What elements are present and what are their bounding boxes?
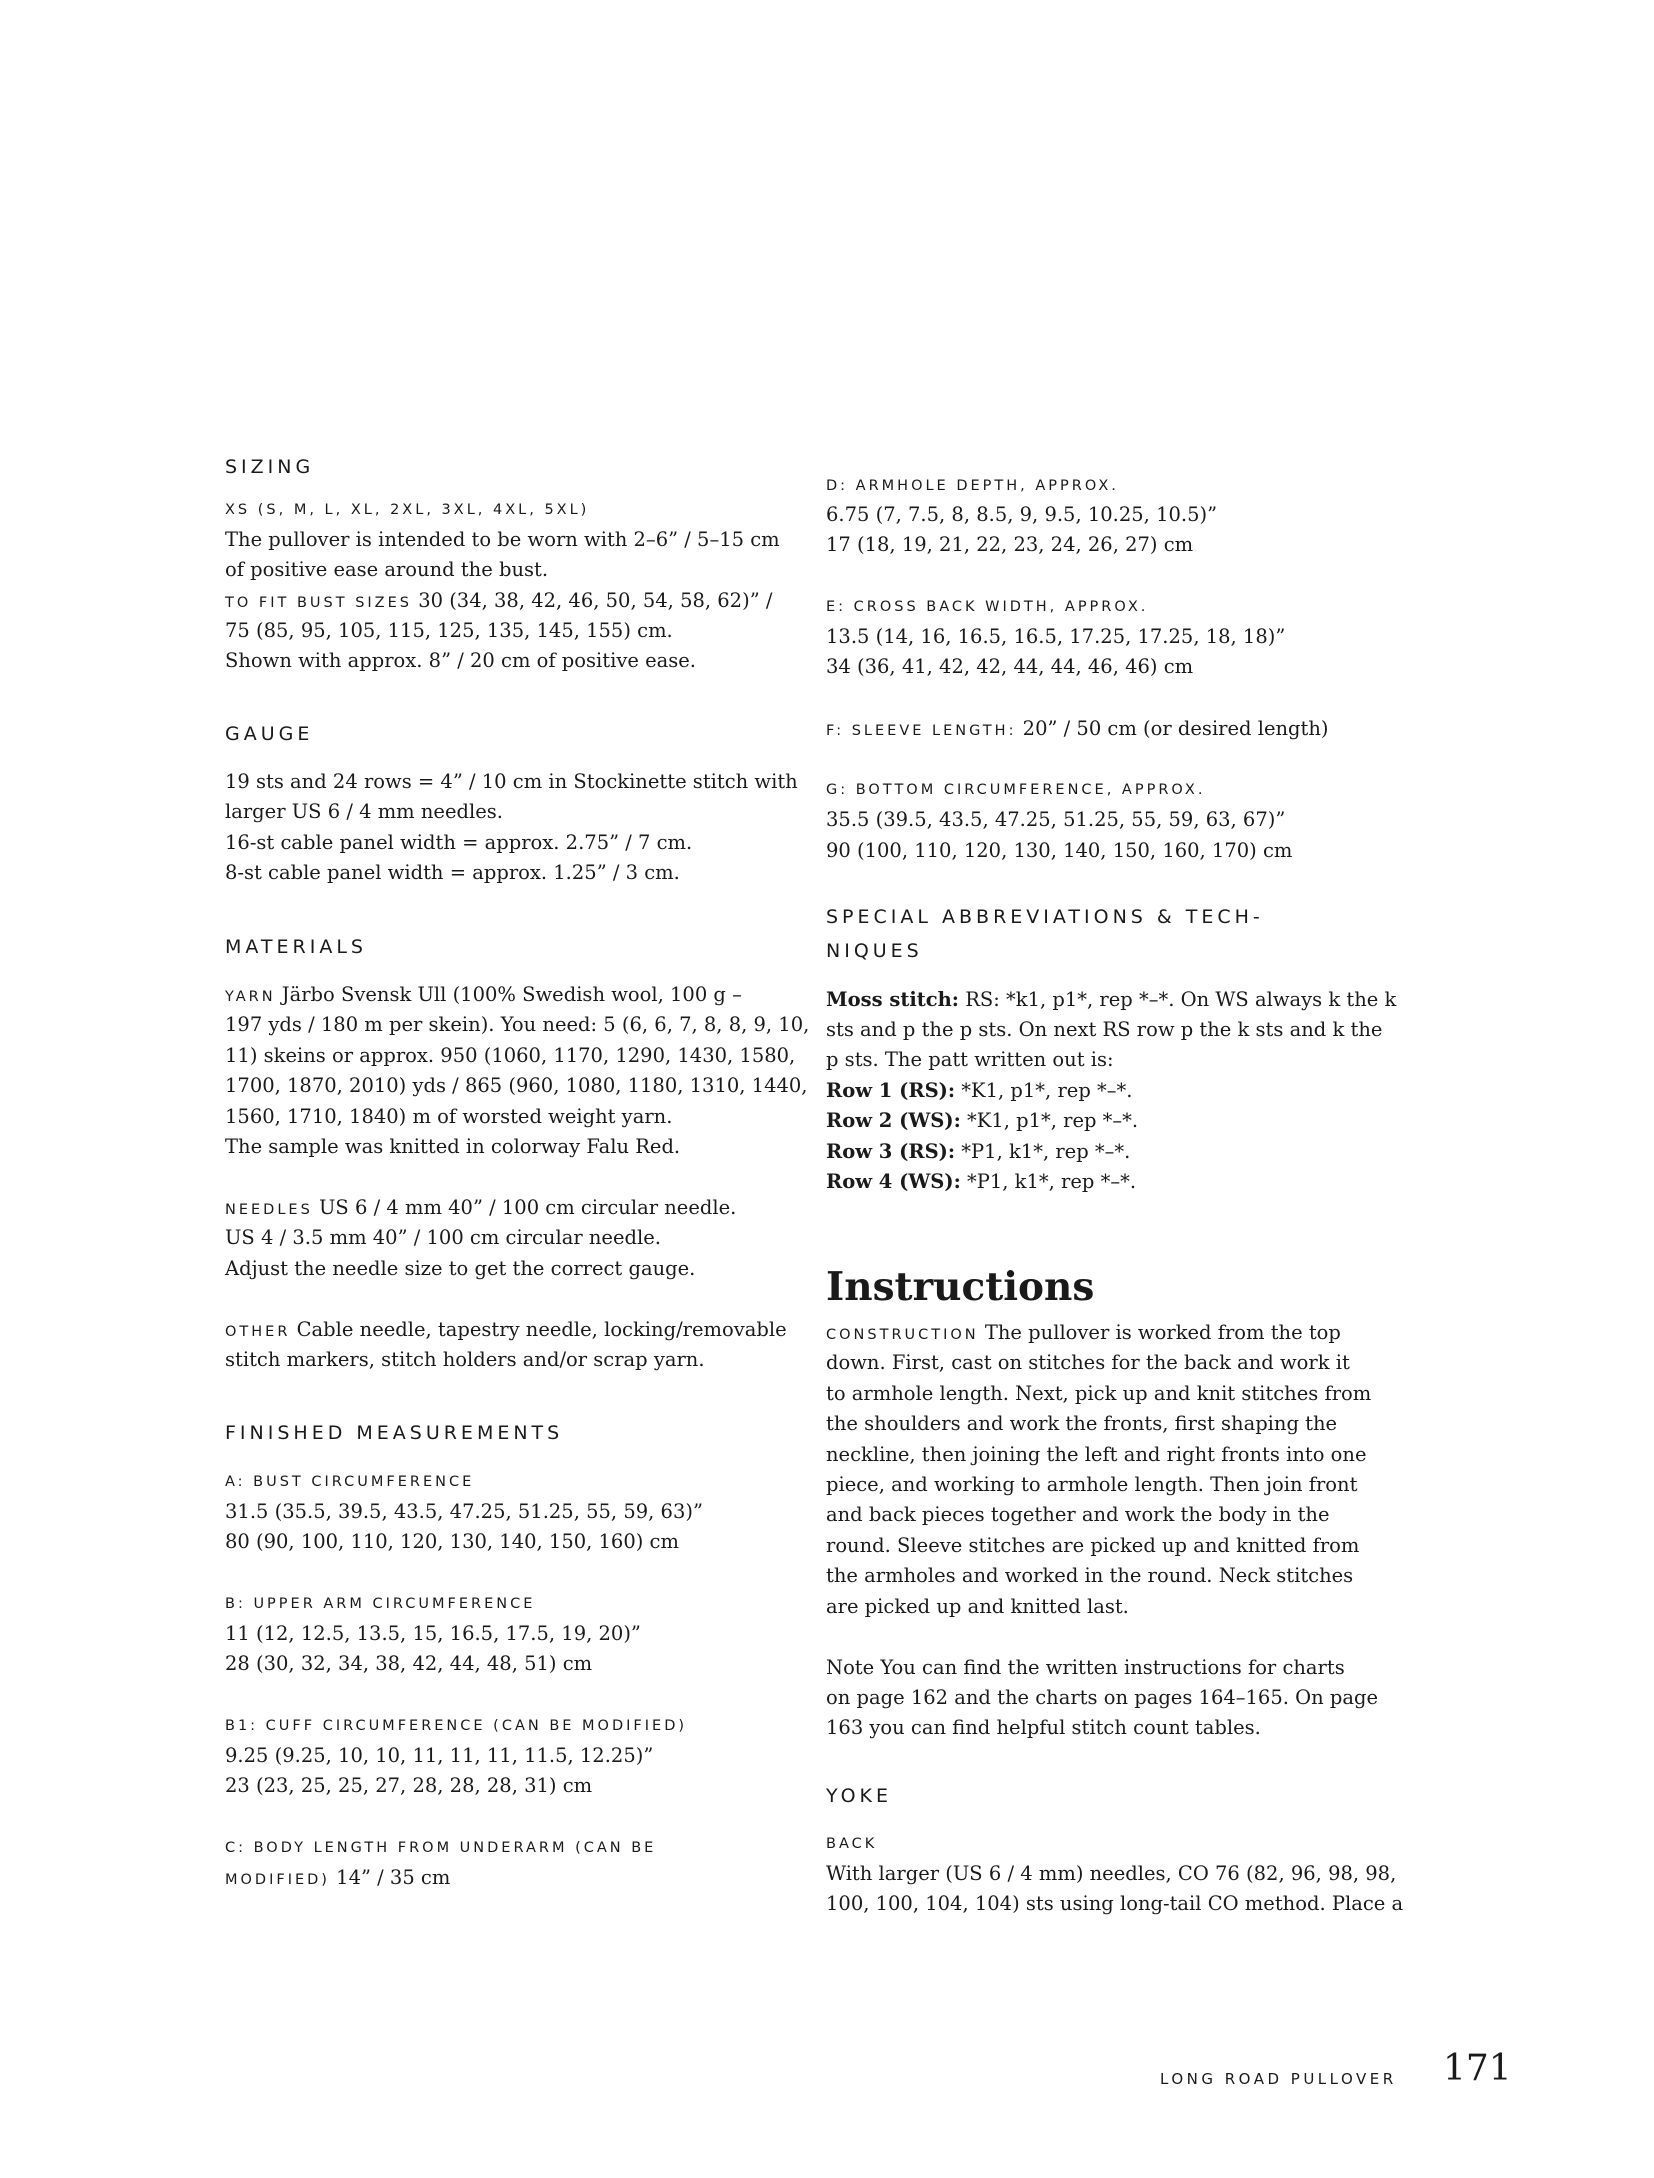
gauge-line: larger US 6 / 4 mm needles. bbox=[225, 800, 503, 823]
page-number: 171 bbox=[1443, 2048, 1512, 2089]
yarn-line: 197 yds / 180 m per skein). You need: 5 (6, 6, 7, 8, 8, 9, 10, bbox=[225, 1013, 810, 1036]
measurement-b1-value: 9.25 (9.25, 10, 10, 11, 11, 11, 11.5, 12.25)” bbox=[225, 1744, 654, 1767]
other-line: stitch markers, stitch holders and/or scrap yarn. bbox=[225, 1348, 705, 1371]
construction-line: the shoulders and work the fronts, first shaping the bbox=[826, 1412, 1338, 1435]
measurement-d-value: 6.75 (7, 7.5, 8, 8.5, 9, 9.5, 10.25, 10.5)” bbox=[826, 503, 1218, 526]
measurement-b-label: B: UPPER ARM CIRCUMFERENCE bbox=[225, 1596, 536, 1612]
construction-line: are picked up and knitted last. bbox=[826, 1595, 1129, 1618]
row-instruction bbox=[826, 1106, 1138, 1136]
sizing-line: of positive ease around the bust. bbox=[225, 558, 549, 581]
yarn-line: 1560, 1710, 1840) m of worsted weight yarn. bbox=[225, 1105, 673, 1128]
row-instruction bbox=[826, 1167, 1136, 1197]
moss-stitch-text: RS: *k1, p1*, rep *–*. On WS always k the k bbox=[965, 988, 1397, 1011]
instructions-title: Instructions bbox=[826, 1264, 1095, 1310]
row-label: Row 2 (WS): bbox=[826, 1109, 961, 1132]
measurement-f-line bbox=[826, 714, 1329, 746]
measurement-b1-label: B1: CUFF CIRCUMFERENCE (CAN BE MODIFIED) bbox=[225, 1718, 688, 1734]
measurement-d-value: 17 (18, 19, 21, 22, 23, 24, 26, 27) cm bbox=[826, 533, 1194, 556]
yarn-line: 1700, 1870, 2010) yds / 865 (960, 1080, 1180, 1310, 1440, bbox=[225, 1074, 808, 1097]
gauge-heading: GAUGE bbox=[225, 723, 314, 745]
back-line: 100, 100, 104, 104) sts using long-tail CO method. Place a bbox=[826, 1892, 1404, 1915]
construction-line bbox=[826, 1318, 1341, 1350]
needles-text: US 6 / 4 mm 40” / 100 cm circular needle. bbox=[318, 1196, 737, 1219]
special-abbreviations-heading: SPECIAL ABBREVIATIONS & TECH- bbox=[826, 906, 1264, 928]
needles-label: NEEDLES bbox=[225, 1202, 313, 1218]
measurement-e-label: E: CROSS BACK WIDTH, APPROX. bbox=[826, 599, 1149, 615]
measurement-b-value: 11 (12, 12.5, 13.5, 15, 16.5, 17.5, 19, 20)” bbox=[225, 1622, 641, 1645]
construction-line: and back pieces together and work the body in the bbox=[826, 1503, 1330, 1526]
moss-stitch-label: Moss stitch: bbox=[826, 988, 959, 1011]
moss-stitch-line: sts and p the p sts. On next RS row p the k sts and k the bbox=[826, 1018, 1383, 1041]
construction-line: the armholes and worked in the round. Neck stitches bbox=[826, 1564, 1354, 1587]
moss-stitch-line: p sts. The patt written out is: bbox=[826, 1048, 1114, 1071]
moss-stitch-line bbox=[826, 985, 1396, 1015]
gauge-line: 16-st cable panel width = approx. 2.75” / 7 cm. bbox=[225, 831, 693, 854]
construction-line: round. Sleeve stitches are picked up and knitted from bbox=[826, 1534, 1360, 1557]
construction-text: The pullover is worked from the top bbox=[984, 1321, 1341, 1344]
measurement-f-label: F: SLEEVE LENGTH: bbox=[826, 723, 1017, 739]
measurement-f-value: 20” / 50 cm (or desired length) bbox=[1022, 717, 1329, 740]
needles-line: US 4 / 3.5 mm 40” / 100 cm circular needle. bbox=[225, 1226, 661, 1249]
shown-with-line: Shown with approx. 8” / 20 cm of positive ease. bbox=[225, 649, 696, 672]
back-label: BACK bbox=[826, 1836, 878, 1852]
sizing-heading: SIZING bbox=[225, 456, 315, 478]
measurement-g-value: 35.5 (39.5, 43.5, 47.25, 51.25, 55, 59, 63, 67)” bbox=[826, 808, 1286, 831]
construction-line: down. First, cast on stitches for the back and work it bbox=[826, 1351, 1350, 1374]
construction-line: neckline, then joining the left and right fronts into one bbox=[826, 1443, 1367, 1466]
row-text: *K1, p1*, rep *–*. bbox=[961, 1079, 1133, 1102]
measurement-e-value: 34 (36, 41, 42, 42, 44, 44, 46, 46) cm bbox=[826, 655, 1194, 678]
row-label: Row 4 (WS): bbox=[826, 1170, 961, 1193]
yarn-text: Järbo Svensk Ull (100% Swedish wool, 100 g – bbox=[281, 983, 742, 1006]
needles-line: Adjust the needle size to get the correct gauge. bbox=[225, 1257, 696, 1280]
bust-sizes-line bbox=[225, 586, 772, 618]
measurement-g-value: 90 (100, 110, 120, 130, 140, 150, 160, 170) cm bbox=[826, 839, 1293, 862]
yarn-line: 11) skeins or approx. 950 (1060, 1170, 1290, 1430, 1580, bbox=[225, 1044, 796, 1067]
measurement-a-value: 80 (90, 100, 110, 120, 130, 140, 150, 160) cm bbox=[225, 1530, 679, 1553]
construction-line: to armhole length. Next, pick up and knit stitches from bbox=[826, 1382, 1372, 1405]
row-text: *P1, k1*, rep *–*. bbox=[966, 1170, 1137, 1193]
measurement-c-line bbox=[225, 1863, 450, 1895]
yoke-heading: YOKE bbox=[826, 1785, 892, 1807]
note-line: Note You can find the written instructions for charts bbox=[826, 1656, 1345, 1679]
bust-sizes-value: 30 (34, 38, 42, 46, 50, 54, 58, 62)” / bbox=[418, 589, 773, 612]
measurement-b1-value: 23 (23, 25, 25, 27, 28, 28, 28, 31) cm bbox=[225, 1774, 593, 1797]
gauge-line: 8-st cable panel width = approx. 1.25” / 3 cm. bbox=[225, 861, 680, 884]
yarn-line: The sample was knitted in colorway Falu Red. bbox=[225, 1135, 681, 1158]
materials-heading: MATERIALS bbox=[225, 936, 367, 958]
row-label: Row 3 (RS): bbox=[826, 1140, 956, 1163]
special-abbreviations-heading-cont: NIQUES bbox=[826, 940, 923, 962]
sizing-line: The pullover is intended to be worn with 2–6” / 5–15 cm bbox=[225, 528, 780, 551]
yarn-label: YARN bbox=[225, 989, 276, 1005]
back-line: With larger (US 6 / 4 mm) needles, CO 76 (82, 96, 98, 98, bbox=[826, 1862, 1397, 1885]
other-line bbox=[225, 1315, 787, 1347]
other-label: OTHER bbox=[225, 1324, 291, 1340]
row-text: *P1, k1*, rep *–*. bbox=[961, 1140, 1131, 1163]
measurement-c-label-end: MODIFIED) bbox=[225, 1872, 330, 1888]
yarn-line bbox=[225, 980, 742, 1012]
measurement-a-label: A: BUST CIRCUMFERENCE bbox=[225, 1474, 475, 1490]
row-label: Row 1 (RS): bbox=[826, 1079, 956, 1102]
row-text: *K1, p1*, rep *–*. bbox=[966, 1109, 1139, 1132]
sizes-label: XS (S, M, L, XL, 2XL, 3XL, 4XL, 5XL) bbox=[225, 502, 590, 518]
row-instruction bbox=[826, 1076, 1132, 1106]
measurement-g-label: G: BOTTOM CIRCUMFERENCE, APPROX. bbox=[826, 782, 1206, 798]
measurement-a-value: 31.5 (35.5, 39.5, 43.5, 47.25, 51.25, 55, 59, 63)” bbox=[225, 1500, 703, 1523]
footer-running-title: LONG ROAD PULLOVER bbox=[1160, 2070, 1397, 2088]
bust-sizes-label: TO FIT BUST SIZES bbox=[225, 595, 412, 611]
other-text: Cable needle, tapestry needle, locking/removable bbox=[296, 1318, 787, 1341]
row-instruction bbox=[826, 1137, 1130, 1167]
measurement-d-label: D: ARMHOLE DEPTH, APPROX. bbox=[826, 478, 1119, 494]
note-line: on page 162 and the charts on pages 164–165. On page bbox=[826, 1686, 1379, 1709]
needles-line bbox=[225, 1193, 736, 1225]
gauge-line: 19 sts and 24 rows = 4” / 10 cm in Stockinette stitch with bbox=[225, 770, 798, 793]
construction-label: CONSTRUCTION bbox=[826, 1327, 979, 1343]
measurement-b-value: 28 (30, 32, 34, 38, 42, 44, 48, 51) cm bbox=[225, 1652, 593, 1675]
measurement-c-value: 14” / 35 cm bbox=[336, 1866, 451, 1889]
note-line: 163 you can find helpful stitch count tables. bbox=[826, 1716, 1261, 1739]
construction-line: piece, and working to armhole length. Then join front bbox=[826, 1473, 1358, 1496]
bust-sizes-cm: 75 (85, 95, 105, 115, 125, 135, 145, 155) cm. bbox=[225, 619, 673, 642]
measurement-c-label: C: BODY LENGTH FROM UNDERARM (CAN BE bbox=[225, 1840, 657, 1856]
measurement-e-value: 13.5 (14, 16, 16.5, 16.5, 17.25, 17.25, 18, 18)” bbox=[826, 625, 1286, 648]
finished-measurements-heading: FINISHED MEASUREMENTS bbox=[225, 1422, 564, 1444]
